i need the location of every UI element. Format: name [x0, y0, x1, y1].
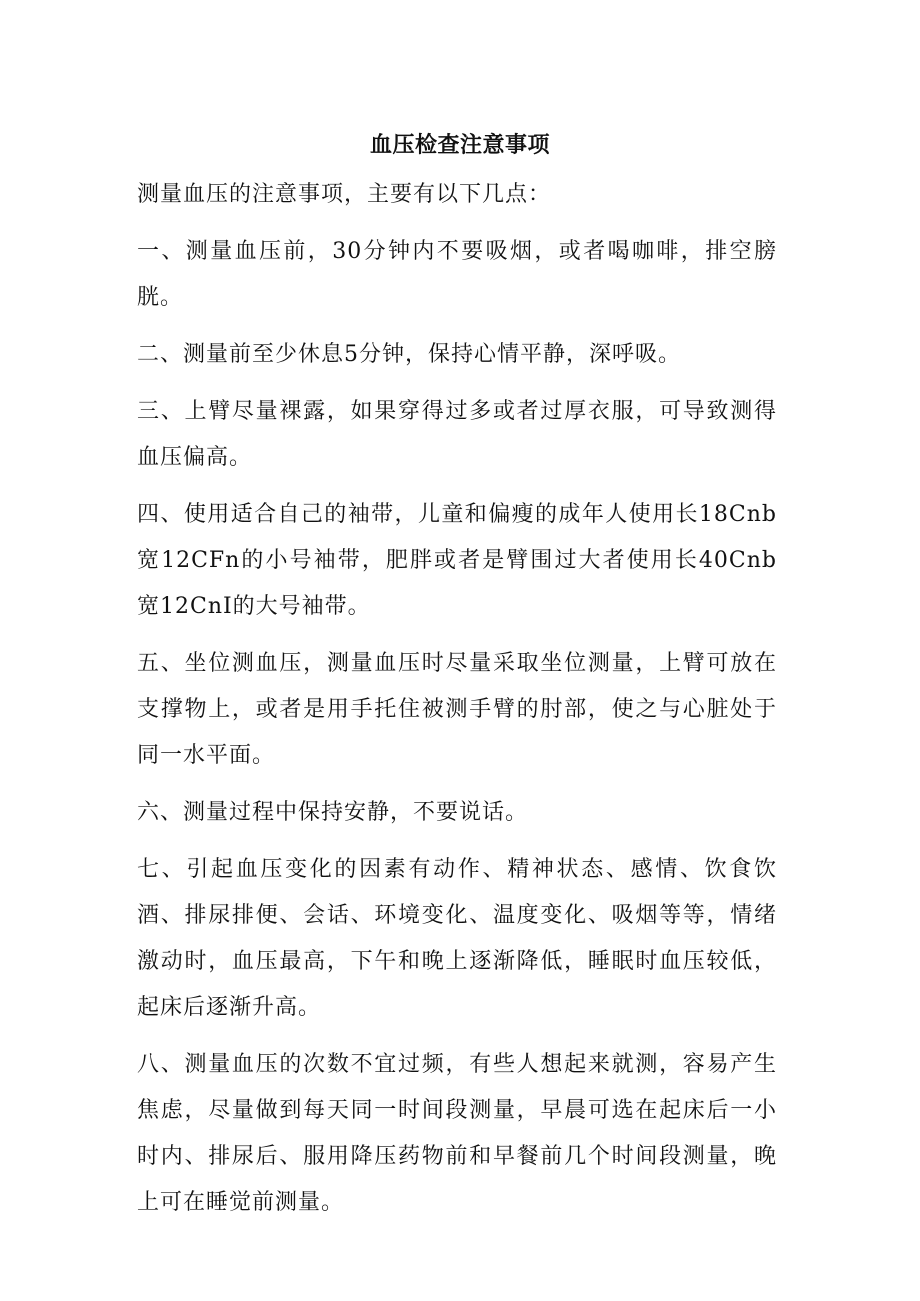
item-paragraph-3: 三、上臂尽量裸露，如果穿得过多或者过厚衣服，可导致测得血压偏高。: [137, 399, 777, 470]
item-paragraph-1: 一、测量血压前，30分钟内不要吸烟，或者喝咖啡，排空膀胱。: [137, 239, 777, 310]
item-paragraph-4: 四、使用适合自己的袖带，儿童和偏瘦的成年人使用长18Cnb宽12CFn的小号袖带，肥胖或者是臂围过大者使用长40Cnb宽12CnI的大号袖带。: [137, 502, 777, 619]
item-paragraph-8: 八、测量血压的次数不宜过频，有些人想起来就测，容易产生焦虑，尽量做到每天同一时间段测量，早晨可选在起床后一小时内、排尿后、服用降压药物前和早餐前几个时间段测量，晚上可在睡觉前测量。: [137, 1052, 777, 1215]
item-paragraph-6: 六、测量过程中保持安静，不要说话。: [137, 800, 529, 825]
item-paragraph-2: 二、测量前至少休息5分钟，保持心情平静，深呼吸。: [137, 342, 681, 367]
item-paragraph-5: 五、坐位测血压，测量血压时尽量采取坐位测量，上臂可放在支撑物上，或者是用手托住被测手臂的肘部，使之与心脏处于同一水平面。: [137, 651, 777, 768]
document-body: [137, 172, 777, 1237]
item-paragraph-7: 七、引起血压变化的因素有动作、精神状态、感情、饮食饮酒、排尿排便、会话、环境变化、温度变化、吸烟等等，情绪激动时，血压最高，下午和晚上逐渐降低，睡眠时血压较低，起床后逐渐升高。: [137, 857, 777, 1020]
document-title: 血压检查注意事项: [369, 132, 550, 158]
intro-paragraph: 测量血压的注意事项，主要有以下几点：: [137, 182, 552, 207]
